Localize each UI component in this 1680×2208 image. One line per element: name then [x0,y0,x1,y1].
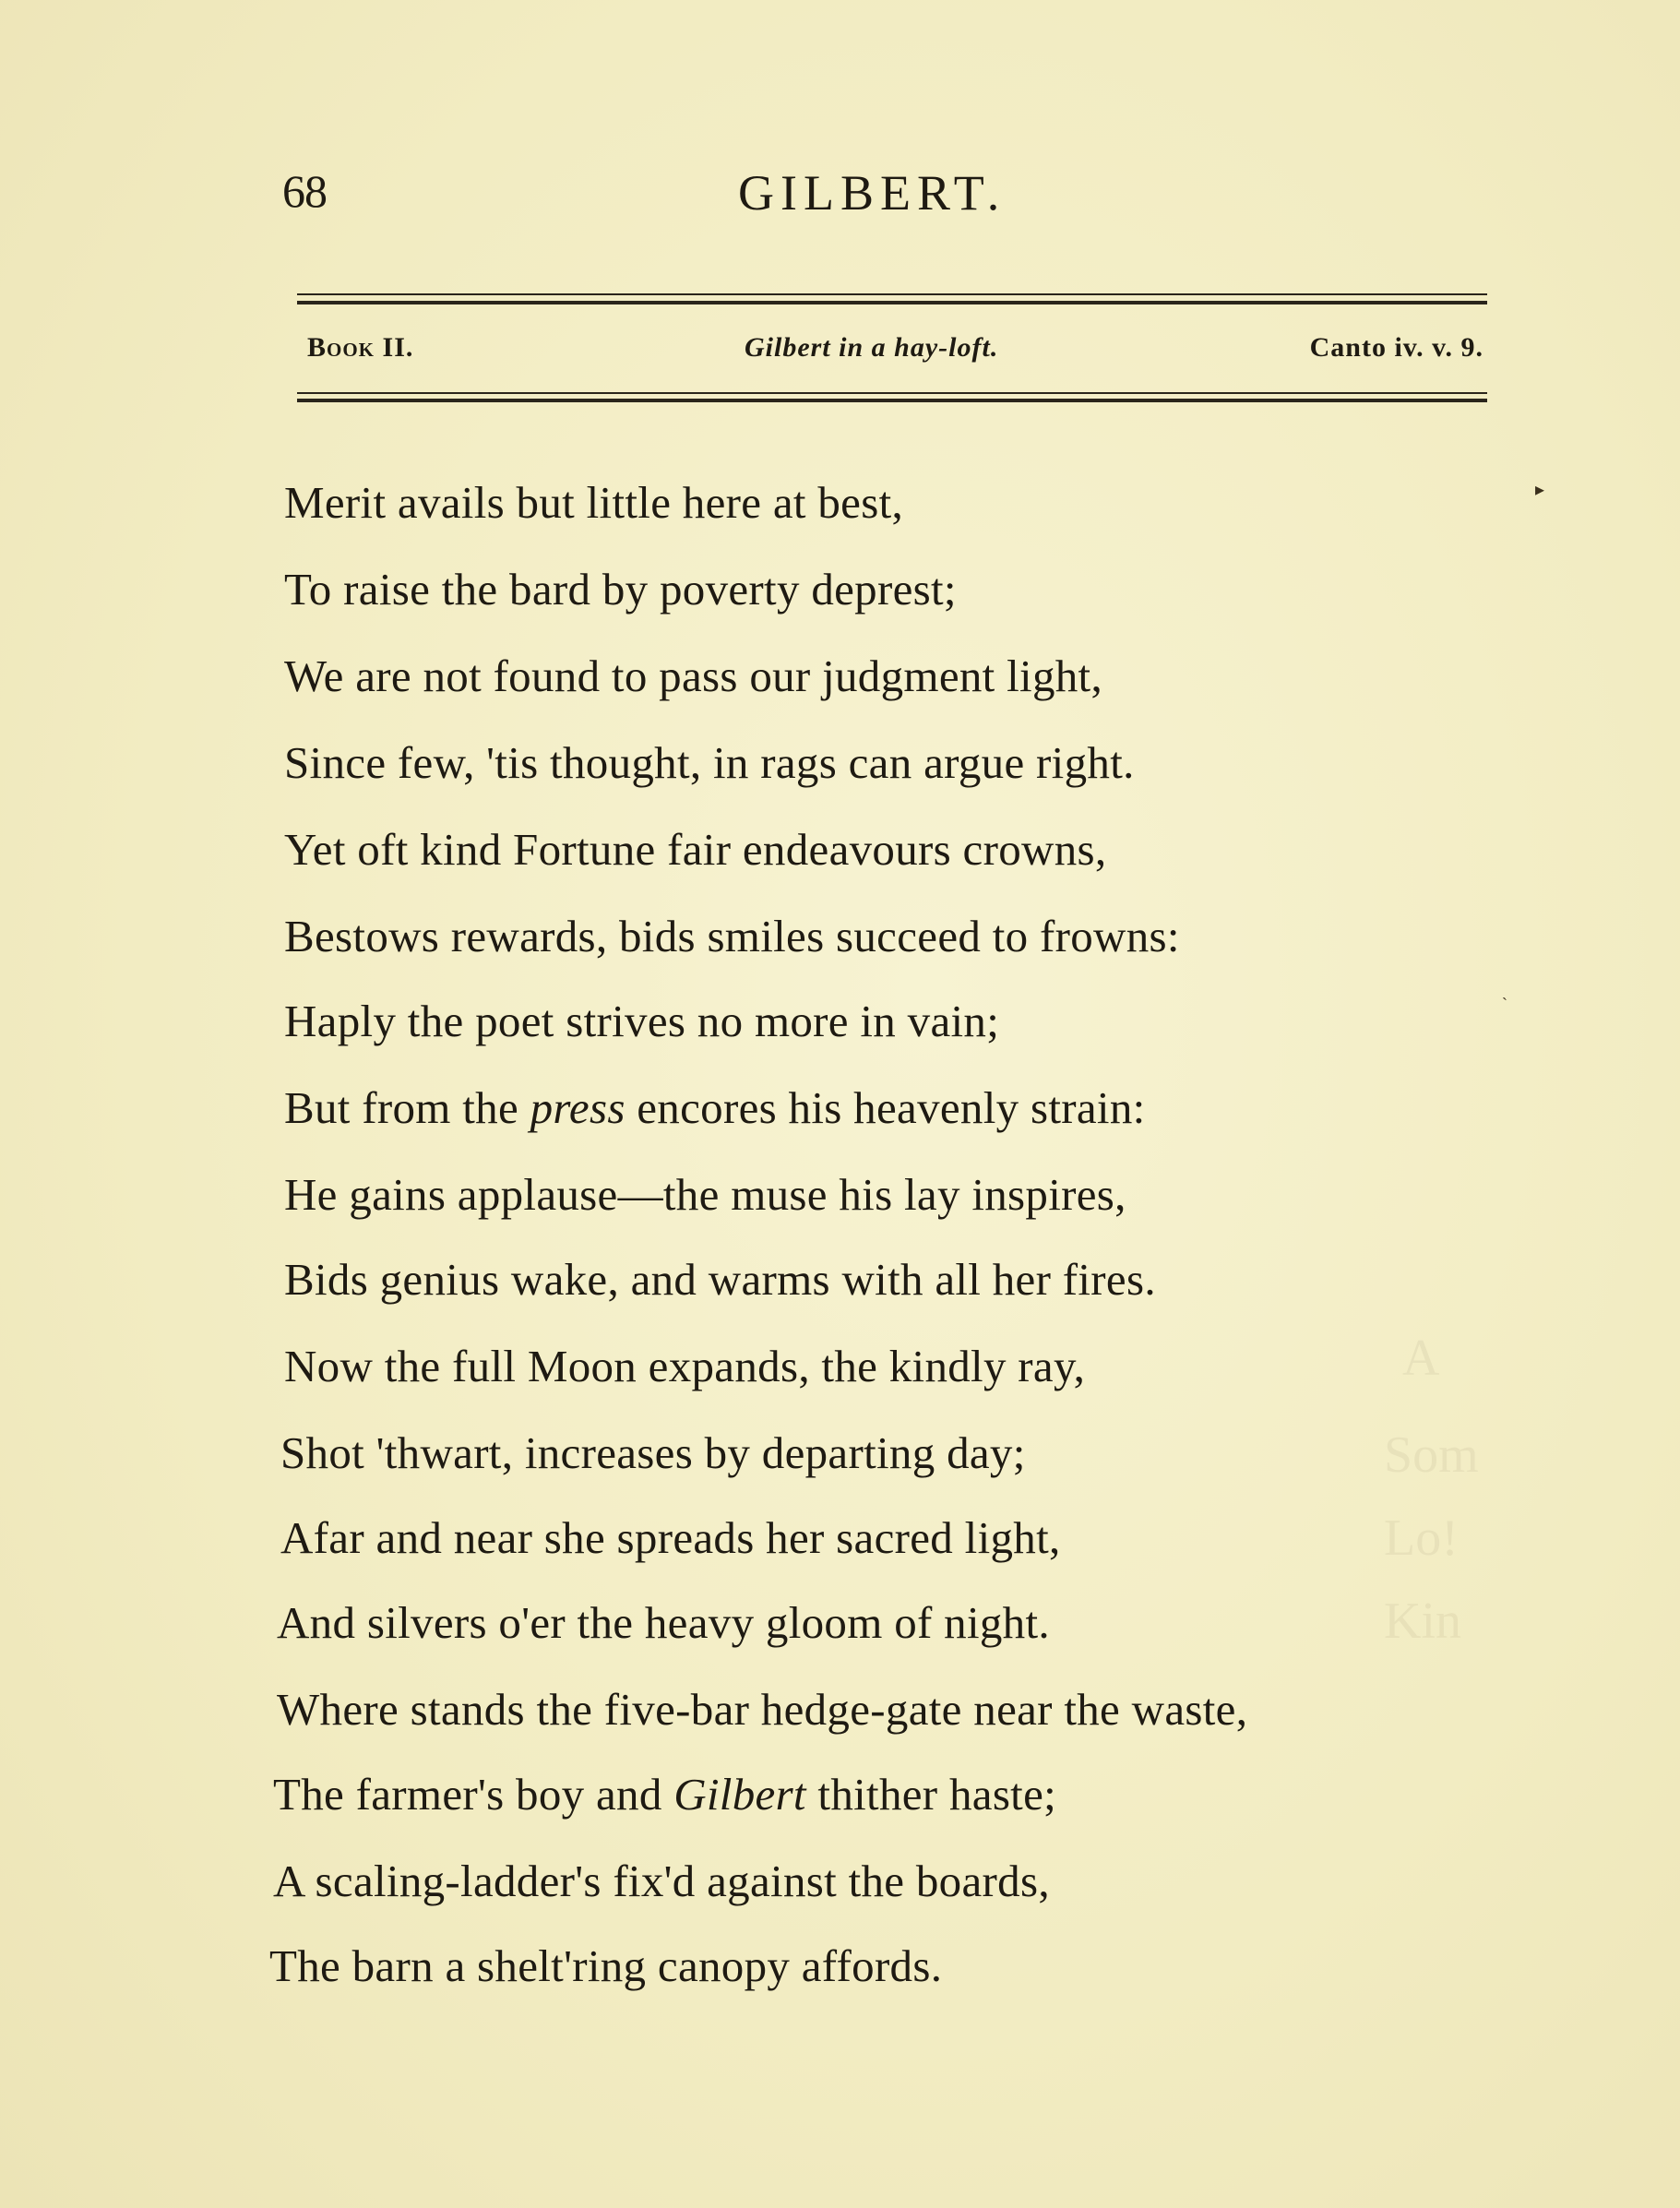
poem-line: Shot 'thwart, increases by departing day; [280,1427,1026,1478]
poem-line: To raise the bard by poverty deprest; [284,564,957,615]
poem-line-text: The farmer's boy and [273,1769,674,1820]
poem-line-text: thither haste; [805,1769,1057,1820]
bleed-through-shadow: A [1402,1330,1440,1387]
poem-line [273,1768,1056,1820]
poem-line-text: But from the [284,1082,530,1133]
canto-verse-label: Canto iv. v. 9. [1309,332,1483,363]
poem-line: Now the full Moon expands, the kindly ray, [284,1341,1086,1391]
poem-line: Merit avails but little here at best, [284,477,904,528]
margin-ink-mark: ˎ [1502,982,1507,1000]
poem-line-italic: Gilbert [673,1769,806,1820]
poem-line-italic: press [530,1082,626,1133]
poem-line: We are not found to pass our judgment light, [284,650,1103,701]
poem-line: He gains applause—the muse his lay inspires, [284,1169,1126,1220]
bleed-through-shadow: Kin [1384,1593,1461,1650]
poem-line: Bestows rewards, bids smiles succeed to frowns: [284,911,1180,961]
header-rule-bottom-outer [297,392,1487,394]
poem-line: Since few, 'tis thought, in rags can argue right. [284,737,1135,788]
poem-line-text: encores his heavenly strain: [625,1082,1146,1133]
poem-line [284,1081,1146,1134]
poem-line: Afar and near she spreads her sacred light, [280,1512,1061,1563]
section-header [307,332,1483,369]
poem-line: Yet oft kind Fortune fair endeavours crowns, [284,824,1107,875]
poem-line: The barn a shelt'ring canopy affords. [269,1940,943,1991]
header-rule-top-inner [297,301,1487,304]
header-rule-top-outer [297,293,1487,295]
poem-line: Bids genius wake, and warms with all her fires. [284,1254,1156,1305]
running-title: GILBERT. [738,165,1007,221]
page-number: 68 [282,165,327,217]
poem-line: A scaling-ladder's fix'd against the boards, [273,1856,1050,1906]
header-rule-bottom-inner [297,399,1487,402]
poem-line: Haply the poet strives no more in vain; [284,996,1000,1046]
bleed-through-shadow: Lo! [1384,1510,1459,1567]
margin-ink-mark: ▸ [1535,480,1545,500]
section-caption: Gilbert in a hay-loft. [745,332,999,363]
book-label: Book II. [307,332,414,363]
poem-line: Where stands the five-bar hedge-gate near the waste, [277,1684,1248,1735]
bleed-through-shadow: Som [1384,1426,1479,1484]
poem-line: And silvers o'er the heavy gloom of night. [277,1597,1050,1648]
